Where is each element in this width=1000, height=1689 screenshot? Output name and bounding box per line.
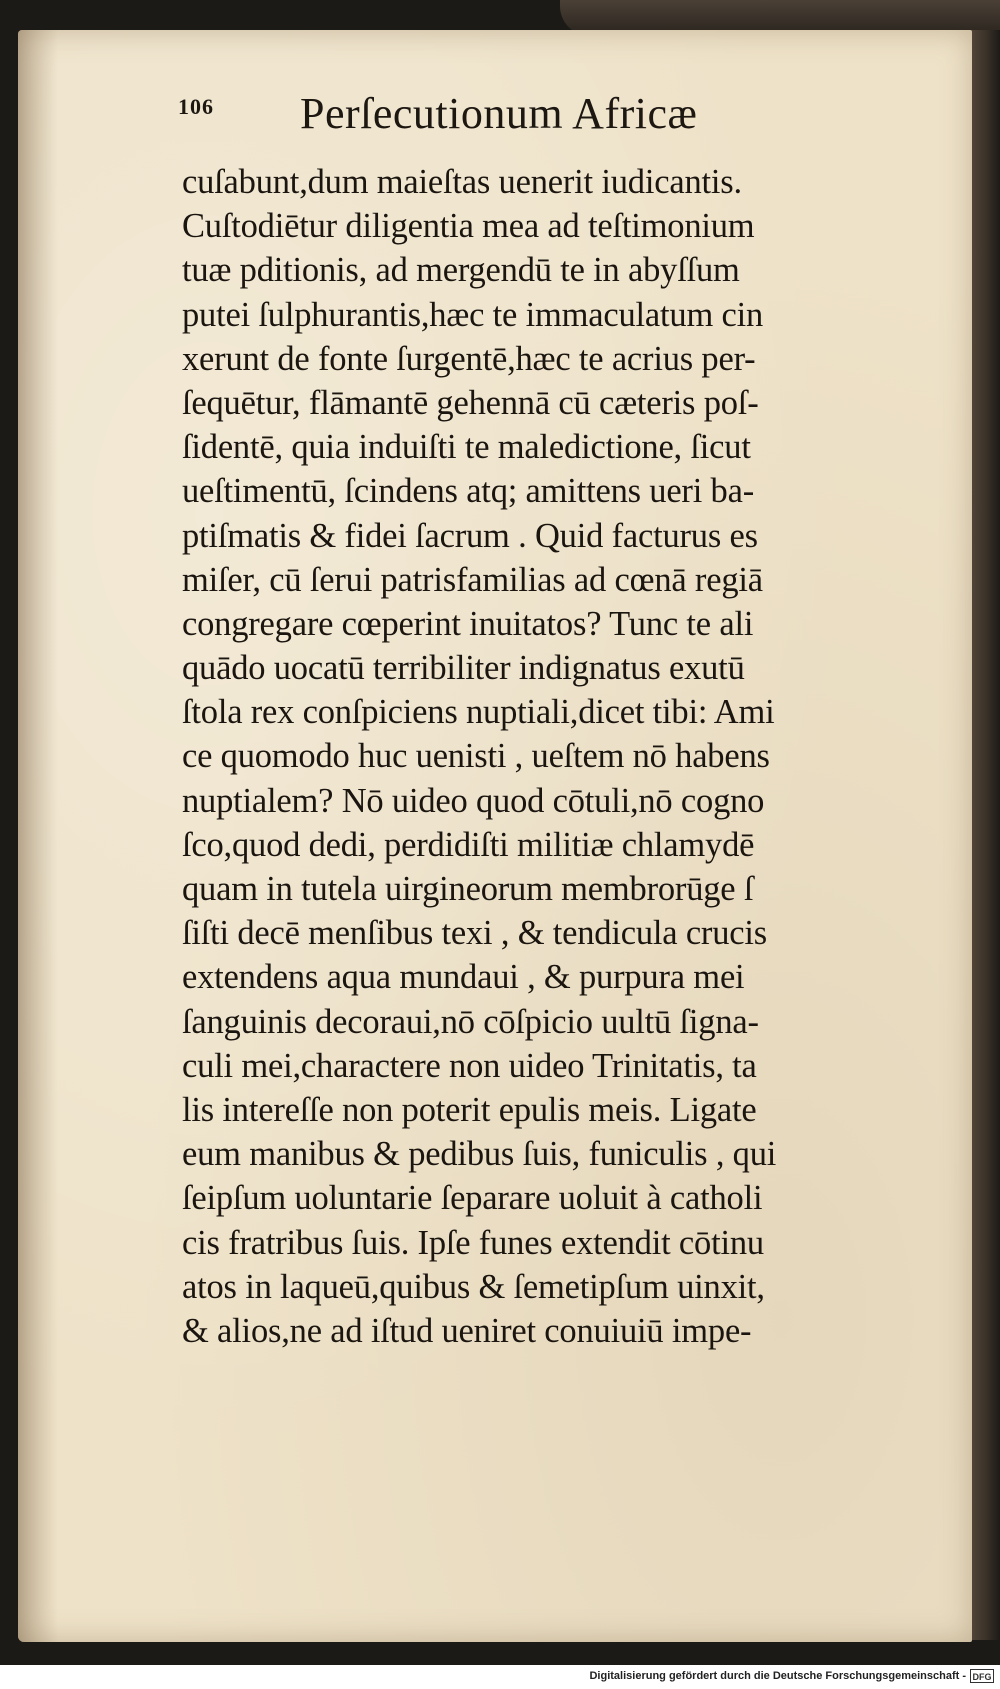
dfg-logo: DFG [970,1669,994,1683]
footer-bar [0,1665,1000,1689]
text-line: atos in laqueū,quibus & ſemetipſum uinxit, [182,1267,765,1306]
text-line: ſidentē, quia induiſti te maledictione, ſicut [182,428,751,467]
text-line: ſequētur, flāmantē gehennā cū cæteris poſ- [182,383,759,422]
text-line: cis fratribus ſuis. Ipſe funes extendit cōtinu [182,1223,764,1262]
page-header [178,88,818,148]
page-number: 106 [178,94,214,119]
text-line: miſer, cū ſerui patrisfamilias ad cœnā regiā [182,560,763,599]
text-line: ſeipſum uoluntarie ſeparare uoluit à catholi [182,1179,763,1218]
text-line: ſco,quod dedi, perdidiſti militiæ chlamydē [182,825,755,864]
text-line: ce quomodo huc uenisti , ueſtem nō habens [182,737,770,776]
text-line: tuæ pditionis, ad mergendū te in abyſſum [182,251,740,290]
text-block [182,160,932,1353]
text-line: ptiſmatis & fidei ſacrum . Quid facturus es [182,516,758,555]
text-line: putei ſulphurantis,hæc te immaculatum cin [182,295,764,334]
digitization-credit: Digitalisierung gefördert durch die Deutsche Forschungsgemeinschaft - [589,1670,966,1682]
text-line: ſiſti decē menſibus texi , & tendicula crucis [182,914,767,953]
text-line: & alios,ne ad iſtud ueniret conuiuiū impe- [182,1311,752,1350]
text-line: nuptialem? Nō uideo quod cōtuli,nō cogno [182,781,765,820]
text-line: Cuſtodiētur diligentia mea ad teſtimonium [182,207,755,246]
text-line: quādo uocatū terribiliter indignatus exutū [182,649,745,688]
text-line: lis intereſſe non poterit epulis meis. Ligate [182,1090,757,1129]
text-line: culi mei,charactere non uideo Trinitatis, ta [182,1046,757,1085]
text-line: congregare cœperint inuitatos? Tunc te ali [182,604,754,643]
running-head: Perſecutionum Africæ [300,89,698,138]
text-line: xerunt de fonte ſurgentē,hæc te acrius per- [182,339,756,378]
text-line: ueſtimentū, ſcindens atq; amittens ueri ba- [182,472,754,511]
page-gutter [18,30,58,1642]
text-line: quam in tutela uirgineorum membrorūge ſ [182,870,754,908]
text-line: extendens aqua mundaui , & purpura mei [182,958,745,997]
text-line: ſtola rex conſpiciens nuptiali,dicet tibi: Ami [182,693,775,732]
text-line: cuſabunt,dum maieſtas uenerit iudicantis. [182,163,742,201]
text-line: ſanguinis decoraui,nō cōſpicio uultū ſigna- [182,1002,759,1041]
text-line: eum manibus & pedibus ſuis, funiculis , qui [182,1135,777,1174]
